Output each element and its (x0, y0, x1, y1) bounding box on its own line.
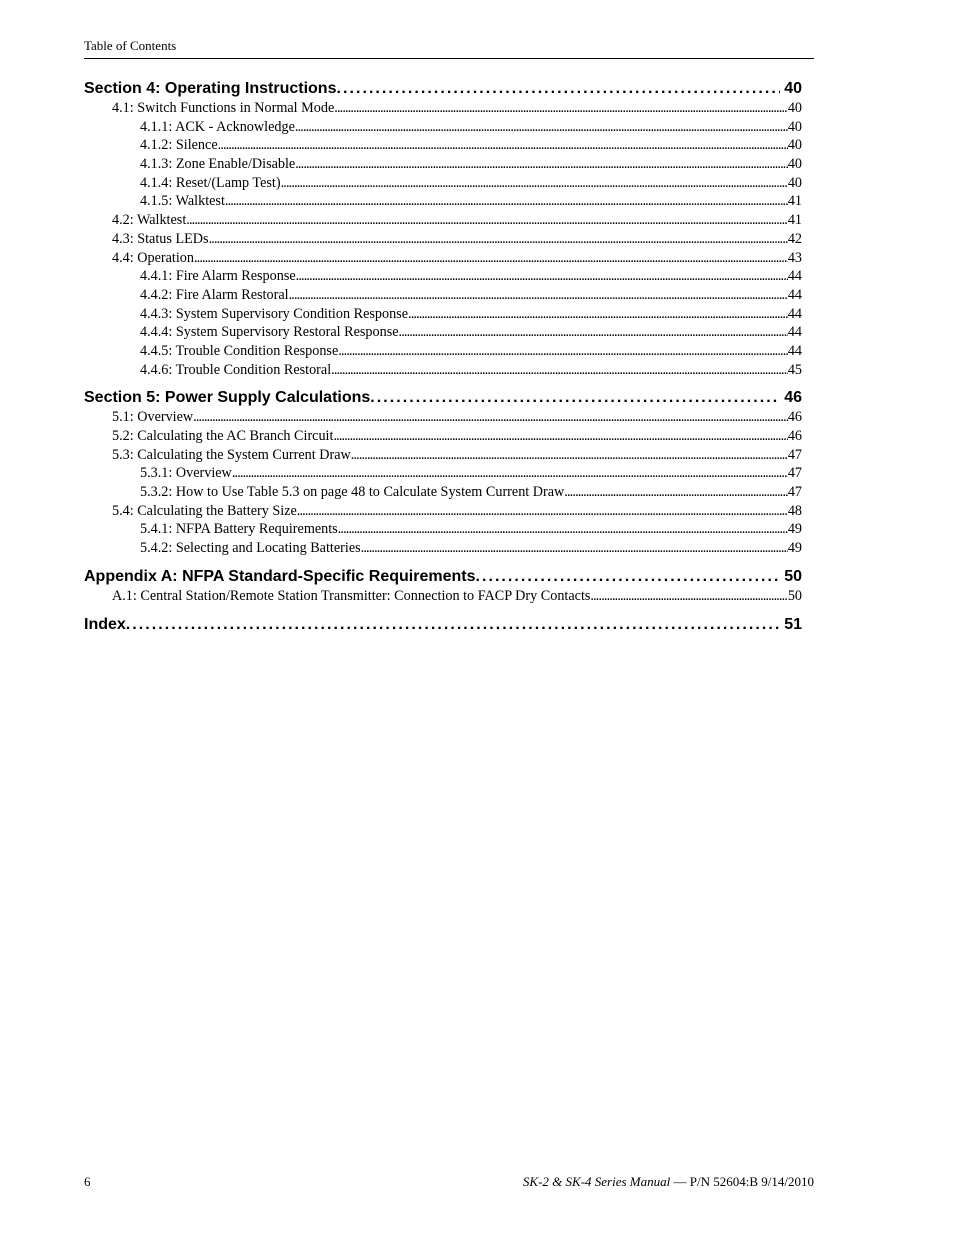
toc-entry-page-number: 50 (787, 587, 802, 604)
toc-entry-title: 4.1.4: Reset/(Lamp Test) (140, 174, 281, 191)
toc-entry-page-number: 46 (787, 409, 802, 426)
toc-entry[interactable] (84, 136, 802, 155)
toc-entry-page-number: 40 (784, 80, 802, 97)
dot-leader (296, 267, 788, 286)
toc-entry[interactable] (84, 155, 802, 174)
dot-leader (194, 249, 788, 268)
running-title: Table of Contents (84, 38, 177, 53)
dot-leader (333, 427, 787, 446)
part-number: P/N 52604:B 9/14/2010 (689, 1174, 814, 1189)
toc-entry-title: 4.1.1: ACK - Acknowledge (140, 118, 295, 135)
dot-leader (361, 539, 788, 558)
toc-entry[interactable] (84, 174, 802, 193)
dot-leader (408, 305, 788, 324)
toc-entry-page-number: 47 (787, 465, 802, 482)
toc-entry-title: 5.3.2: How to Use Table 5.3 on page 48 to Calculate System Current Draw (140, 484, 565, 501)
dot-leader (399, 323, 788, 342)
toc-entry-title: 5.3: Calculating the System Current Draw (112, 446, 351, 463)
toc-entry-page-number: 44 (787, 324, 802, 341)
dot-leader (331, 361, 788, 380)
toc-entry[interactable] (84, 446, 802, 465)
dot-leader (297, 502, 788, 521)
dot-leader (351, 446, 788, 465)
dot-leader (295, 155, 788, 174)
toc-entry-page-number: 51 (784, 615, 802, 633)
toc-entry-title: Appendix A: NFPA Standard-Specific Requirements (84, 567, 476, 585)
toc-entry-title: 4.4.2: Fire Alarm Restoral (140, 286, 289, 303)
toc-entry-page-number: 41 (787, 212, 802, 229)
toc-entry-title: 4.1: Switch Functions in Normal Mode (112, 100, 335, 116)
dot-leader (336, 79, 780, 99)
dot-leader (475, 567, 780, 587)
toc-entry-title: 5.3.1: Overview (140, 465, 232, 482)
page-footer (84, 1174, 814, 1190)
manual-title: SK-2 & SK-4 Series Manual (522, 1174, 671, 1189)
table-of-contents (84, 79, 802, 635)
toc-entry[interactable] (84, 427, 802, 446)
toc-entry[interactable] (84, 483, 802, 502)
toc-section-entry[interactable] (84, 615, 802, 635)
dot-leader (338, 520, 788, 539)
toc-entry-title: Section 5: Power Supply Calculations (84, 389, 371, 407)
toc-section-entry[interactable] (84, 388, 802, 408)
toc-entry-page-number: 44 (787, 305, 802, 322)
toc-entry-title: A.1: Central Station/Remote Station Transmitter: Connection to FACP Dry Contacts (112, 587, 591, 604)
manual-reference (523, 1174, 814, 1190)
dot-leader (334, 99, 788, 118)
toc-entry-title: 4.4.6: Trouble Condition Restoral (140, 361, 332, 378)
toc-entry-page-number: 46 (787, 428, 802, 444)
toc-entry-page-number: 40 (787, 100, 802, 116)
toc-entry-page-number: 43 (787, 249, 802, 266)
toc-entry[interactable] (84, 230, 802, 249)
dot-leader (289, 286, 788, 305)
toc-entry[interactable] (84, 342, 802, 361)
toc-entry-page-number: 40 (787, 137, 802, 154)
toc-entry[interactable] (84, 286, 802, 305)
toc-entry-page-number: 48 (787, 502, 802, 519)
toc-entry-page-number: 44 (787, 268, 802, 285)
toc-entry[interactable] (84, 99, 802, 118)
dot-leader (232, 464, 788, 483)
toc-entry-title: 4.4.3: System Supervisory Condition Response (140, 305, 408, 322)
dot-leader (295, 118, 788, 137)
toc-entry-title: 4.4.5: Trouble Condition Response (140, 342, 339, 359)
toc-entry-title: 4.4.1: Fire Alarm Response (140, 268, 296, 285)
dot-leader (338, 342, 788, 361)
toc-entry[interactable] (84, 408, 802, 427)
toc-entry-title: 5.1: Overview (112, 409, 194, 426)
toc-entry-page-number: 40 (787, 174, 802, 191)
footer-separator: — (670, 1174, 690, 1189)
toc-entry-title: 4.2: Walktest (112, 212, 187, 229)
toc-entry-title: Index (84, 615, 126, 633)
toc-entry-page-number: 40 (787, 156, 802, 173)
toc-entry-title: 5.4.1: NFPA Battery Requirements (140, 521, 338, 538)
dot-leader (126, 615, 780, 635)
toc-entry[interactable] (84, 464, 802, 483)
toc-entry[interactable] (84, 587, 802, 606)
toc-section-entry[interactable] (84, 79, 802, 99)
toc-entry[interactable] (84, 361, 802, 380)
toc-section-entry[interactable] (84, 567, 802, 587)
toc-entry[interactable] (84, 323, 802, 342)
toc-entry-title: 4.4.4: System Supervisory Restoral Response (140, 324, 399, 341)
toc-entry-title: 4.3: Status LEDs (112, 230, 209, 247)
toc-entry-page-number: 42 (787, 230, 802, 247)
toc-entry[interactable] (84, 249, 802, 268)
toc-entry-title: 4.1.3: Zone Enable/Disable (140, 156, 296, 173)
toc-entry-title: 5.4.2: Selecting and Locating Batteries (140, 540, 361, 557)
dot-leader (564, 483, 788, 502)
toc-entry-page-number: 44 (787, 342, 802, 359)
toc-entry-page-number: 47 (787, 484, 802, 501)
dot-leader (370, 388, 780, 408)
dot-leader (209, 230, 788, 249)
toc-entry-page-number: 50 (784, 567, 802, 585)
toc-entry-page-number: 45 (787, 361, 802, 378)
toc-entry-page-number: 44 (787, 286, 802, 303)
toc-entry-title: 5.2: Calculating the AC Branch Circuit (112, 428, 334, 444)
toc-entry-title: 4.4: Operation (112, 249, 194, 266)
dot-leader (193, 408, 788, 427)
toc-entry[interactable] (84, 267, 802, 286)
toc-entry-page-number: 41 (787, 193, 802, 210)
toc-entry-page-number: 47 (787, 446, 802, 463)
dot-leader (281, 174, 788, 193)
toc-entry[interactable] (84, 520, 802, 539)
toc-entry-title: 4.1.2: Silence (140, 137, 218, 154)
running-header (84, 38, 814, 59)
toc-entry[interactable] (84, 211, 802, 230)
dot-leader (590, 587, 787, 606)
toc-entry-page-number: 40 (787, 118, 802, 135)
dot-leader (225, 192, 788, 211)
toc-entry-title: 4.1.5: Walktest (140, 193, 225, 210)
toc-entry[interactable] (84, 118, 802, 137)
toc-entry[interactable] (84, 192, 802, 211)
toc-entry-page-number: 49 (787, 521, 802, 538)
toc-entry-page-number: 46 (784, 389, 802, 407)
toc-entry[interactable] (84, 539, 802, 558)
toc-entry-title: 5.4: Calculating the Battery Size (112, 502, 297, 519)
toc-entry[interactable] (84, 502, 802, 521)
page-number: 6 (84, 1174, 91, 1189)
toc-entry[interactable] (84, 305, 802, 324)
toc-entry-page-number: 49 (787, 540, 802, 557)
dot-leader (218, 136, 788, 155)
dot-leader (186, 211, 788, 230)
toc-entry-title: Section 4: Operating Instructions (84, 80, 337, 97)
